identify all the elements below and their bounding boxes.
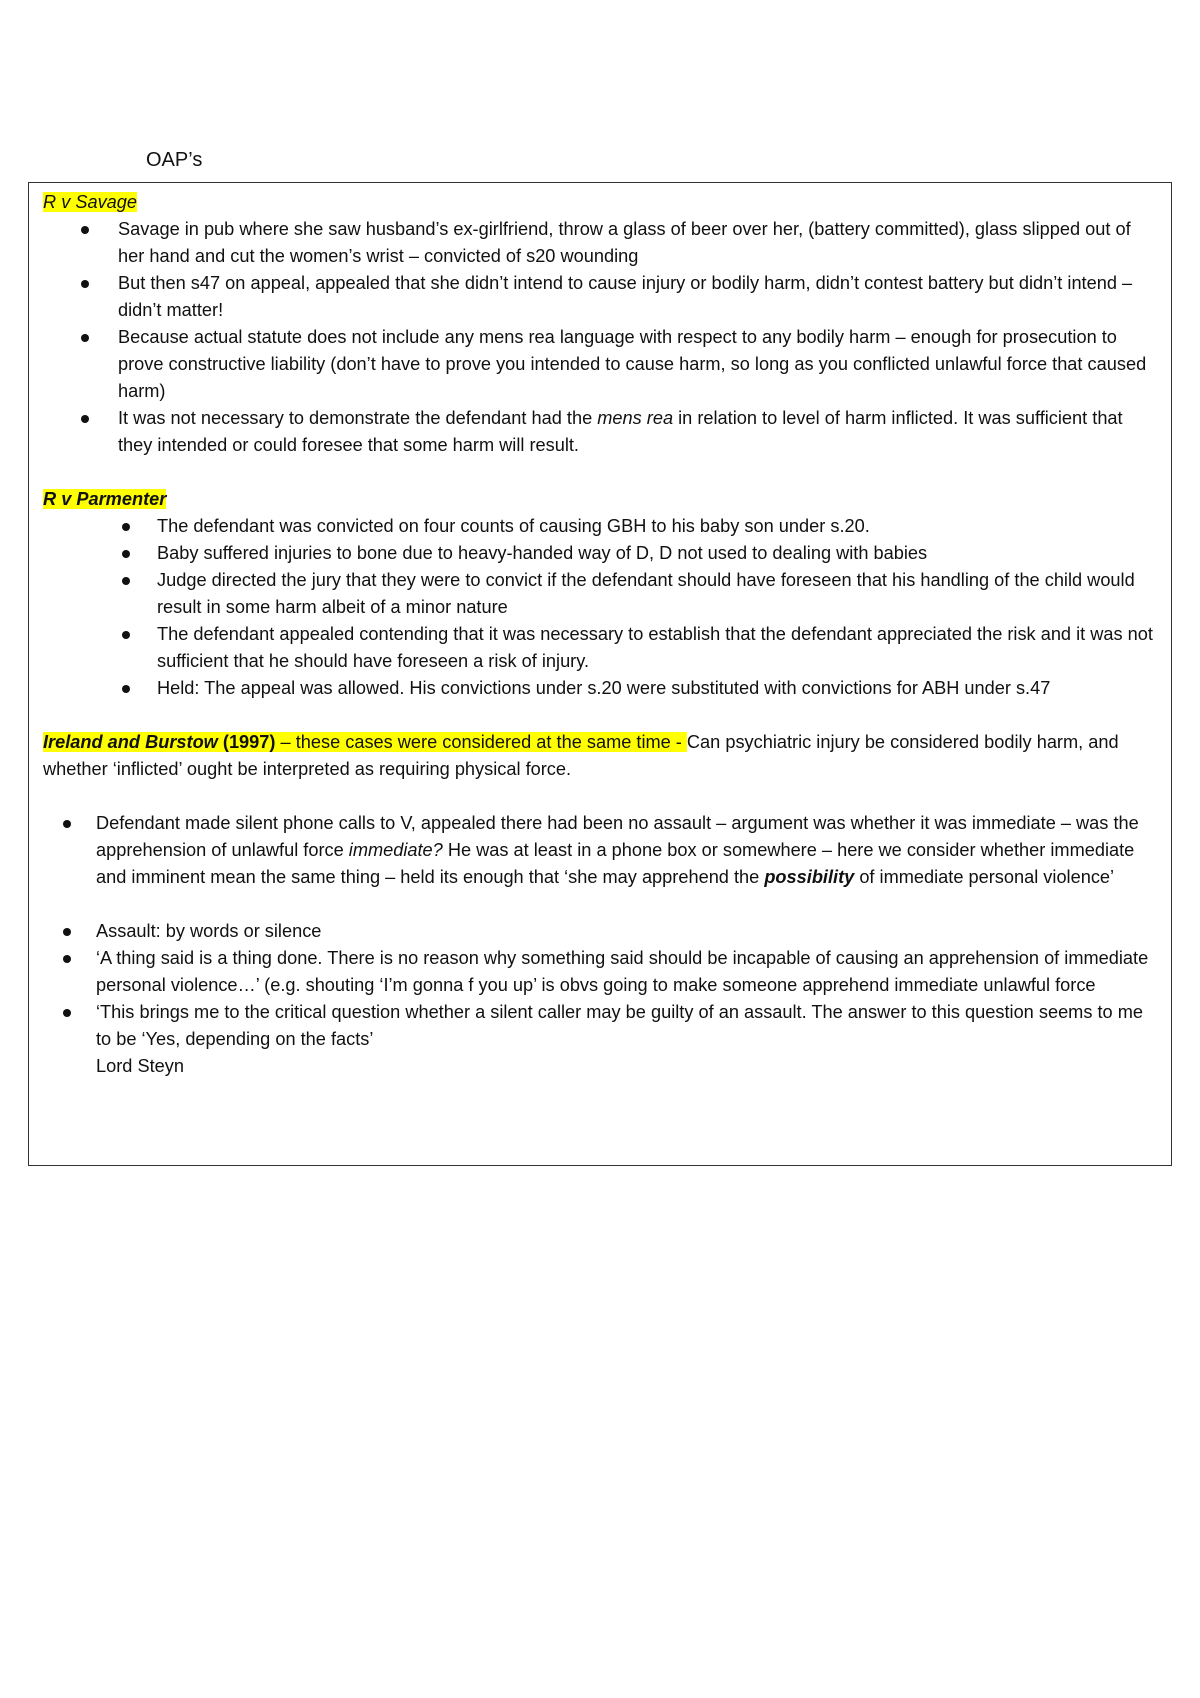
ireland-heading bbox=[43, 729, 1153, 783]
savage-section bbox=[43, 189, 1153, 459]
text-span: in relation to level of harm inflicted. It was sufficient that they intended or could foresee that some harm will result. bbox=[118, 408, 1123, 455]
text-span: He was at least in a phone box or somewhere – here we consider whether immediate and imminent mean the same thing – held its enough that ‘she may apprehend the bbox=[96, 840, 1135, 887]
quote-text: ‘This brings me to the critical question whether a silent caller may be guilty of an assault. The answer to this question seems to me to be ‘Yes, depending on the facts’ bbox=[96, 1002, 1143, 1049]
list-item: Judge directed the jury that they were to convict if the defendant should have foreseen that his handling of the child would result in some harm albeit of a minor nature bbox=[43, 567, 1153, 621]
case-title-savage: R v Savage bbox=[43, 192, 138, 212]
case-intro: Can psychiatric injury be considered bodily harm, and whether ‘inflicted’ ought be interpreted as requiring physical force. bbox=[43, 732, 1119, 779]
list-item: Because actual statute does not include any mens rea language with respect to any bodily harm – enough for prosecution to prove constructive liability (don’t have to prove you intended to cause harm, so long as you conflicted unlawful force that caused harm) bbox=[43, 324, 1153, 405]
list-item: Held: The appeal was allowed. His convictions under s.20 were substituted with convictions for ABH under s.47 bbox=[43, 675, 1153, 702]
text-span: Defendant made silent phone calls to V, appealed there had been no assault – argument was whether it was immediate – was the apprehension of unlawful force bbox=[96, 813, 1139, 860]
case-title-parmenter: R v Parmenter bbox=[43, 489, 167, 509]
case-title-ireland: Ireland and Burstow bbox=[43, 732, 218, 752]
ireland-section bbox=[43, 729, 1153, 1080]
emphasis-text: immediate? bbox=[348, 840, 443, 860]
text-span: of immediate personal violence’ bbox=[854, 867, 1115, 887]
list-item: Baby suffered injuries to bone due to heavy-handed way of D, D not used to dealing with babies bbox=[43, 540, 1153, 567]
savage-list bbox=[43, 216, 1153, 459]
list-item: The defendant was convicted on four counts of causing GBH to his baby son under s.20. bbox=[43, 513, 1153, 540]
parmenter-section bbox=[43, 486, 1153, 702]
list-item bbox=[43, 810, 1153, 891]
list-item bbox=[43, 999, 1153, 1080]
case-year: (1997) bbox=[217, 732, 276, 752]
list-item: The defendant appealed contending that it was necessary to establish that the defendant appreciated the risk and it was not sufficient that he should have foreseen a risk of injury. bbox=[43, 621, 1153, 675]
list-item: Assault: by words or silence bbox=[43, 918, 1153, 945]
page-title: OAP’s bbox=[146, 149, 203, 171]
parmenter-list bbox=[43, 513, 1153, 702]
ireland-list bbox=[43, 810, 1153, 891]
emphasis-text: mens rea bbox=[597, 408, 674, 428]
list-item: But then s47 on appeal, appealed that she didn’t intend to cause injury or bodily harm, didn’t contest battery but didn’t intend – didn’t matter! bbox=[43, 270, 1153, 324]
text-span: It was not necessary to demonstrate the defendant had the bbox=[118, 408, 598, 428]
list-item: Savage in pub where she saw husband’s ex-girlfriend, throw a glass of beer over her, (battery committed), glass slipped out of her hand and cut the women’s wrist – convicted of s20 wounding bbox=[43, 216, 1153, 270]
ireland-list-2 bbox=[43, 918, 1153, 1080]
quote-attribution: Lord Steyn bbox=[96, 1056, 184, 1076]
emphasis-text: possibility bbox=[764, 867, 855, 887]
notes-box bbox=[28, 182, 1172, 1166]
list-item bbox=[43, 405, 1153, 459]
list-item: ‘A thing said is a thing done. There is no reason why something said should be incapable of causing an apprehension of immediate personal violence…’ (e.g. shouting ‘I’m gonna f you up’ is obvs going to make someone apprehend immediate unlawful force bbox=[43, 945, 1153, 999]
case-note: – these cases were considered at the same time - bbox=[275, 732, 687, 752]
